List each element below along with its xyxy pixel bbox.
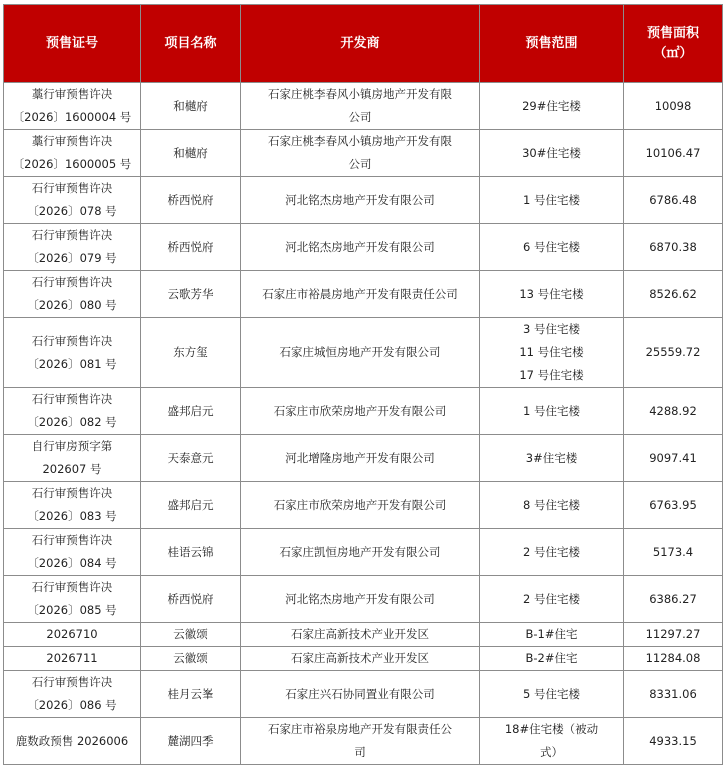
table-header-row [4,5,723,83]
project-name-cell [141,647,241,671]
project-name-cell-line: 云徽颂 [173,651,208,665]
permit-number-cell-line: 〔2026〕1600004 号 [12,110,132,124]
developer-cell [241,224,480,271]
presale-area-cell [624,177,723,224]
permit-number-cell-line: 2026710 [46,627,98,641]
permit-number-cell-line: 石行审预售许决 [31,333,113,348]
project-name-cell-line: 和樾府 [173,98,208,113]
project-name-cell [141,388,241,435]
developer-cell-line: 石家庄桃李春风小镇房地产开发有限 [268,87,452,101]
developer-cell-line: 石家庄城恒房地产开发有限公司 [279,345,441,359]
presale-scope-cell-line: 11 号住宅楼 [519,345,584,359]
presale-area-cell [624,718,723,765]
project-name-cell [141,435,241,482]
project-name-cell [141,529,241,576]
presale-scope-cell-line: 2 号住宅楼 [523,591,580,606]
presale-scope-cell-line: 29#住宅楼 [522,98,581,113]
project-name-cell-line: 天泰意元 [167,450,214,465]
presale-scope-cell [480,318,624,388]
project-name-cell [141,623,241,647]
presale-area-cell [624,435,723,482]
presale-area-cell [624,623,723,647]
project-name-cell [141,671,241,718]
permit-number-cell-line: 〔2026〕1600005 号 [12,157,132,171]
presale-area-cell [624,130,723,177]
table-row [4,271,723,318]
developer-cell [241,623,480,647]
presale-area-cell [624,318,723,388]
presale-area-cell-line: 5173.4 [652,544,694,559]
project-name-cell [141,177,241,224]
permit-number-cell-line: 〔2026〕080 号 [27,298,117,312]
table-row [4,718,723,765]
header-permit-number: 预售证号 [4,5,141,83]
presale-scope-cell [480,388,624,435]
developer-cell-line: 石家庄高新技术产业开发区 [291,651,429,665]
presale-area-cell [624,482,723,529]
presale-area-cell [624,647,723,671]
project-name-cell [141,576,241,623]
presale-scope-cell [480,671,624,718]
permit-number-cell-line: 2026711 [46,651,98,665]
table-row [4,435,723,482]
developer-cell [241,130,480,177]
permit-number-cell [4,130,141,177]
permit-number-cell [4,482,141,529]
permit-number-cell [4,718,141,765]
presale-scope-cell [480,224,624,271]
presale-area-cell-line: 6763.95 [649,497,697,512]
permit-number-cell-line: 石行审预售许决 [31,228,113,242]
project-name-cell-line: 和樾府 [173,145,208,160]
developer-cell-line: 石家庄市裕泉房地产开发有限责任公 [268,722,452,736]
developer-cell-line: 司 [354,745,366,759]
presale-scope-cell-line: 8 号住宅楼 [523,497,580,512]
permit-number-cell-line: 〔2026〕085 号 [27,603,117,617]
presale-area-cell [624,388,723,435]
presale-scope-cell [480,177,624,224]
table-row [4,529,723,576]
permit-number-cell-line: 石行审预售许决 [31,181,113,195]
permit-number-cell-line: 石行审预售许决 [31,533,113,547]
permit-number-cell-line: 藁行审预售许决 [31,134,113,148]
permit-number-cell-line: 藁行审预售许决 [31,87,113,101]
header-project-name: 项目名称 [141,5,241,83]
presale-scope-cell-line: 1 号住宅楼 [523,192,580,207]
header-presale-area: 预售面积 （㎡） [624,5,723,83]
presale-scope-cell [480,271,624,318]
presale-scope-cell [480,718,624,765]
presale-scope-cell-line: 1 号住宅楼 [523,403,580,418]
table-row [4,130,723,177]
table-row [4,388,723,435]
developer-cell [241,529,480,576]
developer-cell-line: 河北铭杰房地产开发有限公司 [285,239,435,254]
presale-area-cell-line: 8331.06 [649,686,697,701]
developer-cell-line: 河北铭杰房地产开发有限公司 [285,192,435,207]
presale-scope-cell-line: 2 号住宅楼 [523,544,580,559]
presale-area-cell [624,271,723,318]
permit-number-cell-line: 〔2026〕081 号 [27,356,117,371]
permit-number-cell [4,435,141,482]
permit-number-cell [4,623,141,647]
permit-number-cell [4,529,141,576]
developer-cell-line: 河北增隆房地产开发有限公司 [285,450,435,465]
developer-cell [241,482,480,529]
developer-cell [241,576,480,623]
presale-scope-cell [480,647,624,671]
presale-area-cell [624,529,723,576]
presale-scope-cell-line: 3 号住宅楼 [523,322,580,336]
presale-area-cell-line: 9097.41 [649,450,697,465]
presale-area-cell [624,576,723,623]
presale-scope-cell [480,83,624,130]
table-row [4,482,723,529]
developer-cell [241,83,480,130]
presale-area-cell-line: 6386.27 [649,591,697,606]
presale-scope-cell [480,130,624,177]
project-name-cell-line: 盛邦启元 [167,403,214,418]
developer-cell-line: 石家庄桃李春风小镇房地产开发有限 [268,134,452,148]
project-name-cell [141,482,241,529]
permit-number-cell-line: 〔2026〕082 号 [27,415,117,429]
developer-cell-line: 石家庄市裕晨房地产开发有限责任公司 [262,286,458,301]
permit-number-cell-line: 〔2026〕086 号 [27,698,117,712]
project-name-cell-line: 桂语云锦 [167,544,214,559]
developer-cell-line: 石家庄凯恒房地产开发有限公司 [279,544,441,559]
presale-area-cell-line: 6786.48 [649,192,697,207]
table-row [4,177,723,224]
project-name-cell-line: 云歌芳华 [167,286,214,301]
presale-scope-cell [480,623,624,647]
permit-number-cell [4,177,141,224]
table-row [4,318,723,388]
developer-cell [241,271,480,318]
presale-scope-cell [480,576,624,623]
presale-scope-cell-line: 6 号住宅楼 [523,239,580,254]
table-row [4,576,723,623]
project-name-cell-line: 云徽颂 [173,627,208,641]
presale-scope-cell [480,482,624,529]
permit-number-cell-line: 202607 号 [42,462,102,476]
presale-area-cell-line: 4288.92 [649,403,697,418]
table-row [4,83,723,130]
permit-number-cell-line: 〔2026〕084 号 [27,556,117,570]
developer-cell-line: 公司 [348,110,372,124]
permit-number-cell [4,318,141,388]
presale-area-cell-line: 25559.72 [645,345,701,359]
presale-area-cell-line: 6870.38 [649,239,697,254]
permit-number-cell-line: 石行审预售许决 [31,486,113,500]
table-row [4,623,723,647]
developer-cell-line: 石家庄兴石协同置业有限公司 [285,686,435,701]
presale-area-cell-line: 11297.27 [645,627,701,641]
project-name-cell-line: 盛邦启元 [167,497,214,512]
presale-scope-cell-line: 5 号住宅楼 [523,686,580,701]
permit-number-cell-line: 石行审预售许决 [31,675,113,689]
presale-area-cell-line: 11284.08 [645,651,701,665]
developer-cell [241,671,480,718]
table-row [4,224,723,271]
presale-area-cell [624,83,723,130]
presale-area-cell-line: 10106.47 [645,145,701,160]
permit-number-cell-line: 石行审预售许决 [31,392,113,406]
table-row [4,647,723,671]
permit-number-cell [4,83,141,130]
permit-number-cell-line: 自行审房预字第 [31,439,113,453]
header-presale-scope: 预售范围 [480,5,624,83]
presale-scope-cell-line: 式） [540,745,563,759]
permit-number-cell [4,271,141,318]
developer-cell [241,318,480,388]
project-name-cell-line: 桥西悦府 [167,239,214,254]
project-name-cell-line: 桥西悦府 [167,591,214,606]
project-name-cell [141,130,241,177]
project-name-cell-line: 东方玺 [173,345,208,359]
developer-cell-line: 石家庄高新技术产业开发区 [291,627,429,641]
developer-cell [241,177,480,224]
presale-scope-cell-line: 17 号住宅楼 [519,368,584,382]
permit-number-cell-line: 石行审预售许决 [31,580,113,594]
presale-scope-cell-line: 13 号住宅楼 [519,286,584,301]
developer-cell [241,718,480,765]
presale-scope-cell-line: B-1#住宅 [525,627,578,641]
presale-permit-table [3,4,723,765]
permit-number-cell [4,576,141,623]
permit-number-cell-line: 石行审预售许决 [31,275,113,289]
presale-area-cell-line: 10098 [654,98,692,113]
project-name-cell [141,318,241,388]
presale-scope-cell-line: 30#住宅楼 [522,145,581,160]
presale-area-cell-line: 8526.62 [649,286,697,301]
project-name-cell-line: 麓湖四季 [167,733,214,748]
presale-scope-cell [480,435,624,482]
table-row [4,671,723,718]
project-name-cell [141,83,241,130]
presale-area-cell [624,671,723,718]
permit-number-cell-line: 〔2026〕078 号 [27,204,117,218]
presale-scope-cell-line: 3#住宅楼 [525,450,578,465]
presale-scope-cell-line: B-2#住宅 [525,651,578,665]
permit-number-cell [4,388,141,435]
developer-cell [241,388,480,435]
project-name-cell [141,718,241,765]
presale-area-cell-line: 4933.15 [649,733,697,748]
developer-cell-line: 石家庄市欣荣房地产开发有限公司 [273,403,447,418]
presale-scope-cell-line: 18#住宅楼（被动 [504,722,599,736]
presale-scope-cell [480,529,624,576]
permit-number-cell-line: 鹿数政预售 2026006 [15,733,129,748]
permit-number-cell-line: 〔2026〕083 号 [27,509,117,523]
developer-cell [241,435,480,482]
developer-cell-line: 石家庄市欣荣房地产开发有限公司 [273,497,447,512]
project-name-cell-line: 桥西悦府 [167,192,214,207]
permit-number-cell [4,671,141,718]
permit-number-cell-line: 〔2026〕079 号 [27,251,117,265]
project-name-cell-line: 桂月云峯 [167,686,214,701]
developer-cell-line: 公司 [348,157,372,171]
permit-number-cell [4,224,141,271]
header-developer: 开发商 [241,5,480,83]
developer-cell [241,647,480,671]
project-name-cell [141,224,241,271]
permit-number-cell [4,647,141,671]
project-name-cell [141,271,241,318]
presale-area-cell [624,224,723,271]
developer-cell-line: 河北铭杰房地产开发有限公司 [285,591,435,606]
